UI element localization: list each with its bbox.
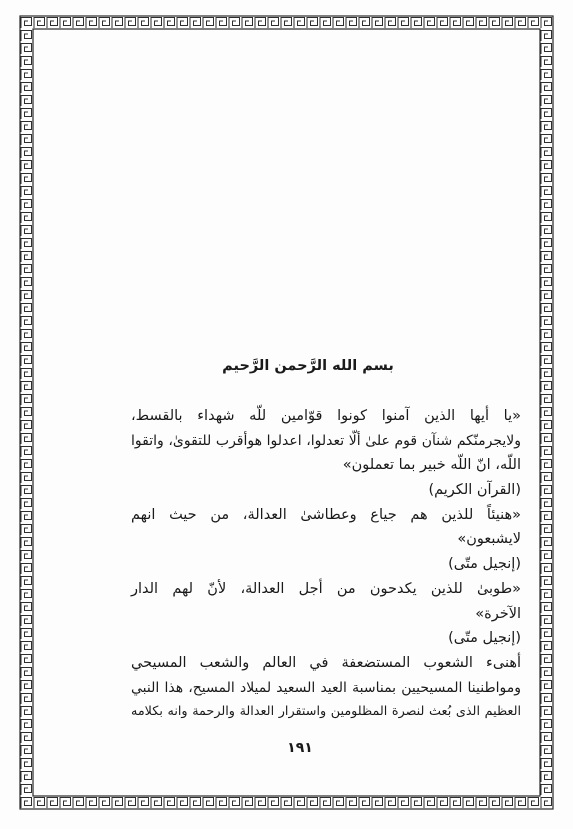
quran-verse-line	[131, 453, 521, 478]
citation-text: (إنجيل متّى)	[448, 630, 521, 647]
line-text: ولايجرمنّكم شنآن قوم علىٰ ألّا تعدلوا، اعدلوا هوأقرب للتقوىٰ، واتقوا	[131, 432, 521, 449]
line-text: ومواطنينا المسيحيين بمناسبة العيد السعيد لميلاد المسيح، هذا النبي	[131, 679, 521, 696]
page-number: ١٩١	[287, 740, 313, 756]
line-text: لايشبعون»	[457, 531, 521, 548]
citation-gospel-matthew	[131, 552, 521, 577]
gospel-verse-line	[131, 527, 521, 552]
citation-text: (القرآن الكريم)	[428, 482, 521, 499]
line-text: «يا أيها الذين آمنوا كونوا قوّامين للّه شهداء بالقسط،	[131, 408, 521, 424]
gospel-verse-line	[131, 602, 521, 627]
quran-verse-line	[131, 404, 521, 429]
line-text: الآخرة»	[475, 605, 521, 622]
line-text: اللّه، انّ اللّه خبير بما تعملون»	[342, 457, 521, 474]
message-line	[131, 651, 521, 676]
citation-text: (إنجيل متّى)	[448, 556, 521, 573]
message-line	[131, 676, 521, 701]
text-body	[131, 404, 521, 725]
message-line	[131, 700, 521, 725]
citation-gospel-matthew	[131, 626, 521, 651]
gospel-verse-line	[131, 577, 521, 602]
line-text: «هنيئاً للذين هم جياع وعطاشىٰ العدالة، من حيث انهم	[131, 506, 521, 523]
citation-quran	[131, 478, 521, 503]
line-text: «طوبىٰ للذين يكدحون من أجل العدالة، لأنّ لهم الدار	[131, 580, 521, 597]
basmala-heading: بسم الله الرَّحمن الرَّحيم	[222, 358, 394, 374]
line-text: العظيم الذى بُعث لنصرة المظلومين واستقرار العدالة والرحمة وانه بكلامه	[131, 704, 521, 720]
gospel-verse-line	[131, 503, 521, 528]
quran-verse-line	[131, 429, 521, 454]
line-text: أهنىء الشعوب المستضعفة في العالم والشعب المسيحي	[131, 654, 521, 671]
